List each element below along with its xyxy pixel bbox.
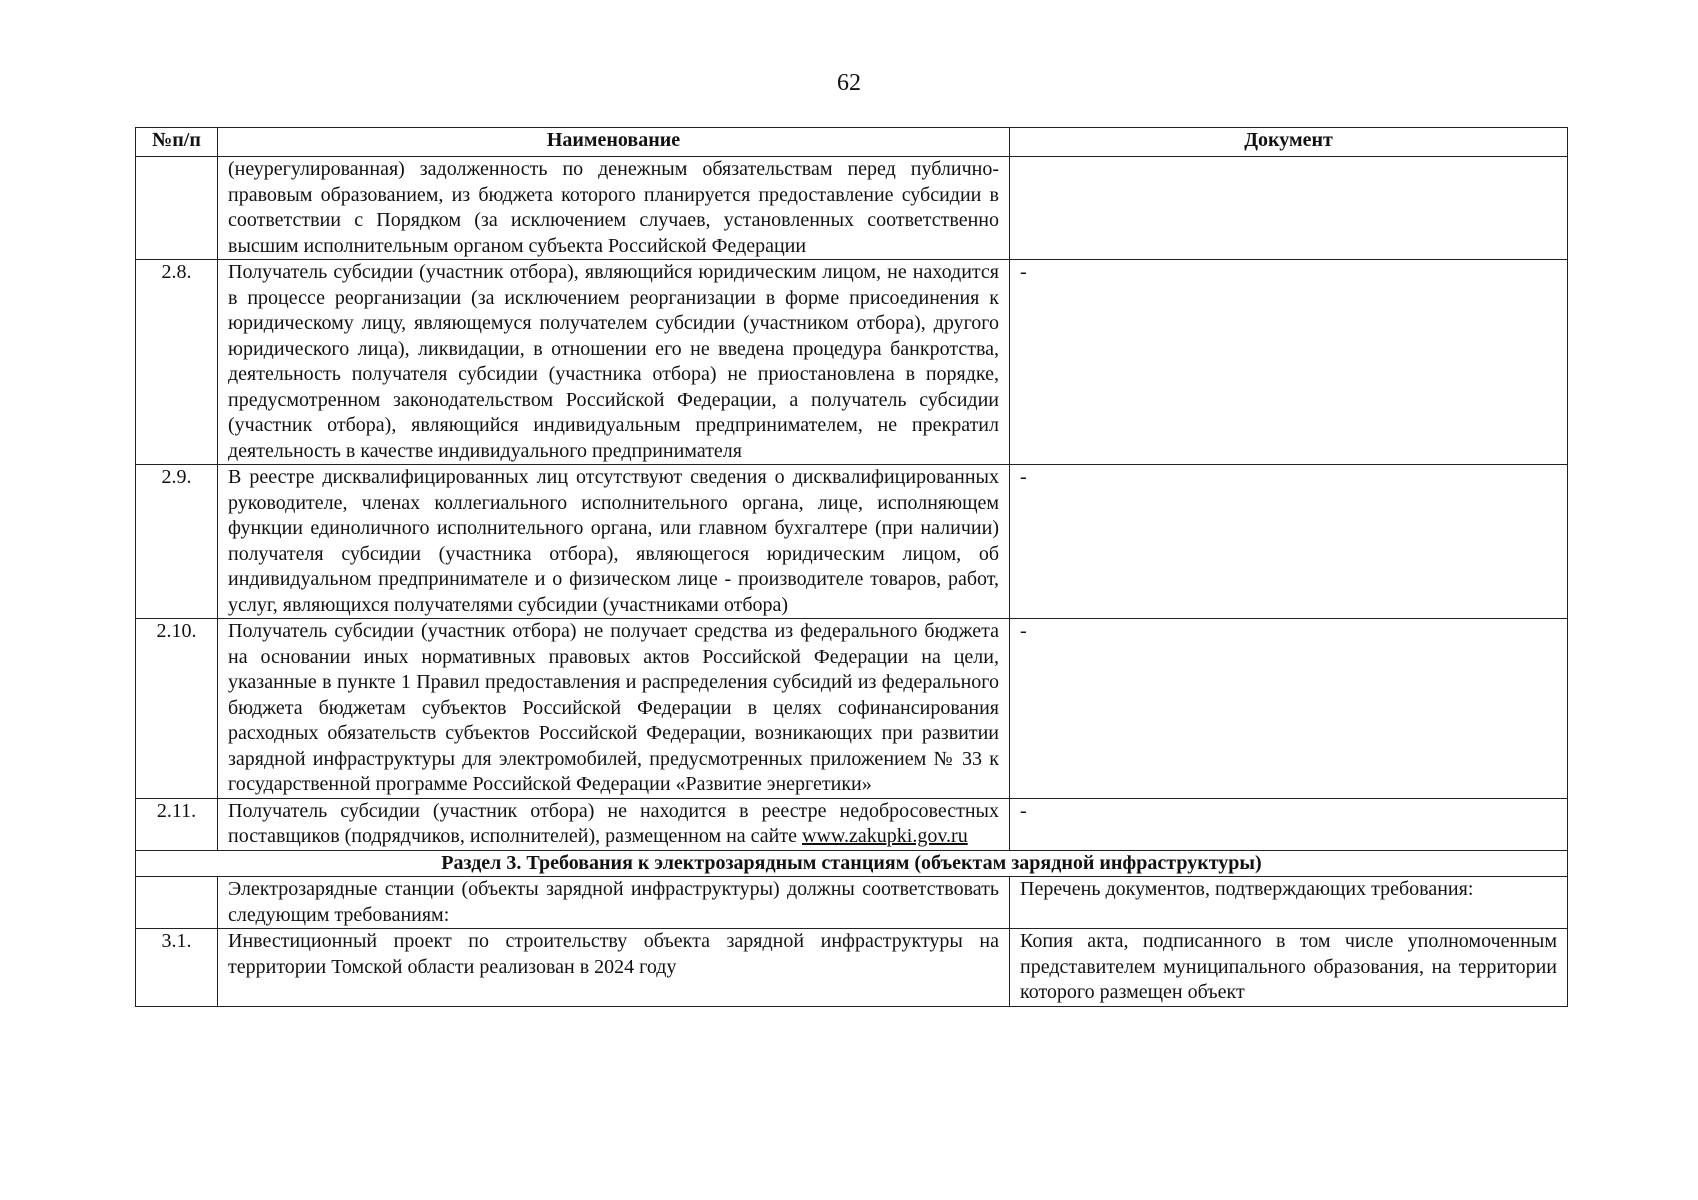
row-name: Получатель субсидии (участник отбора) не получает средства из федерального бюджета на основании иных нормативных правовых актов Российской Федерации на цели, указанные в пункте 1 Правил предоставления и распределения субсидий из федерального бюджета бюджетам субъектов Российской Федерации в целях софинансирования расходных обязательств субъектов Российской Федерации, возникающих при развитии зарядной инфраструктуры для электромобилей, предусмотренных приложением № 33 к государственной программе Российской Федерации «Развитие энергетики» — [218, 619, 1010, 799]
page-number: 62 — [837, 70, 861, 96]
header-document: Документ — [1010, 128, 1568, 157]
row-document: - — [1010, 619, 1568, 799]
row-num — [136, 157, 218, 260]
requirements-table — [135, 127, 1568, 1007]
table-row — [136, 798, 1568, 850]
table-row — [136, 619, 1568, 799]
row-num: 2.9. — [136, 465, 218, 619]
table-row — [136, 929, 1568, 1007]
table-row — [136, 157, 1568, 260]
table-row — [136, 465, 1568, 619]
row-document: - — [1010, 798, 1568, 850]
row-document: Копия акта, подписанного в том числе уполномоченным представителем муниципального образования, на территории которого размещен объект — [1010, 929, 1568, 1007]
zakupki-link[interactable]: www.zakupki.gov.ru — [802, 825, 968, 847]
row-num: 2.11. — [136, 798, 218, 850]
row-num: 2.8. — [136, 260, 218, 465]
row-name: Получатель субсидии (участник отбора), являющийся юридическим лицом, не находится в процессе реорганизации (за исключением реорганизации в форме присоединения к юридическому лицу, являющемуся получателем субсидии (участником отбора), другого юридического лица), ликвидации, в отношении его не введена процедура банкротства, деятельность получателя субсидии (участника отбора) не приостановлена в порядке, предусмотренном законодательством Российской Федерации, а получатель субсидии (участник отбора), являющийся индивидуальным предпринимателем, не прекратил деятельность в качестве индивидуального предпринимателя — [218, 260, 1010, 465]
header-num: №п/п — [136, 128, 218, 157]
row-num: 3.1. — [136, 929, 218, 1007]
row-document — [1010, 157, 1568, 260]
header-name: Наименование — [218, 128, 1010, 157]
row-name: Инвестиционный проект по строительству объекта зарядной инфраструктуры на территории Томской области реализован в 2024 году — [218, 929, 1010, 1007]
section-3-title: Раздел 3. Требования к электрозарядным станциям (объектам зарядной инфраструктуры) — [136, 850, 1568, 877]
row-name: (неурегулированная) задолженность по денежным обязательствам перед публично-правовым образованием, из бюджета которого планируется предоставление субсидии в соответствии с Порядком (за исключением случаев, установленных соответственно высшим исполнительным органом субъекта Российской Федерации — [218, 157, 1010, 260]
table-row — [136, 877, 1568, 929]
row-name — [218, 798, 1010, 850]
row-name-text: Получатель субсидии (участник отбора) не находится в реестре недобросовестных поставщиков (подрядчиков, исполнителей), размещенном на сайте — [228, 799, 999, 847]
row-document: - — [1010, 260, 1568, 465]
row-num: 2.10. — [136, 619, 218, 799]
table-row — [136, 260, 1568, 465]
row-document: - — [1010, 465, 1568, 619]
row-name: Электрозарядные станции (объекты зарядной инфраструктуры) должны соответствовать следующим требованиям: — [218, 877, 1010, 929]
section-header-row — [136, 850, 1568, 877]
row-num — [136, 877, 218, 929]
row-document: Перечень документов, подтверждающих требования: — [1010, 877, 1568, 929]
table-header-row — [136, 128, 1568, 157]
row-name: В реестре дисквалифицированных лиц отсутствуют сведения о дисквалифицированных руководителе, членах коллегиального исполнительного органа, лице, исполняющем функции единоличного исполнительного органа, или главном бухгалтере (при наличии) получателя субсидии (участника отбора), являющегося юридическим лицом, об индивидуальном предпринимателе и о физическом лице - производителе товаров, работ, услуг, являющихся получателями субсидии (участниками отбора) — [218, 465, 1010, 619]
